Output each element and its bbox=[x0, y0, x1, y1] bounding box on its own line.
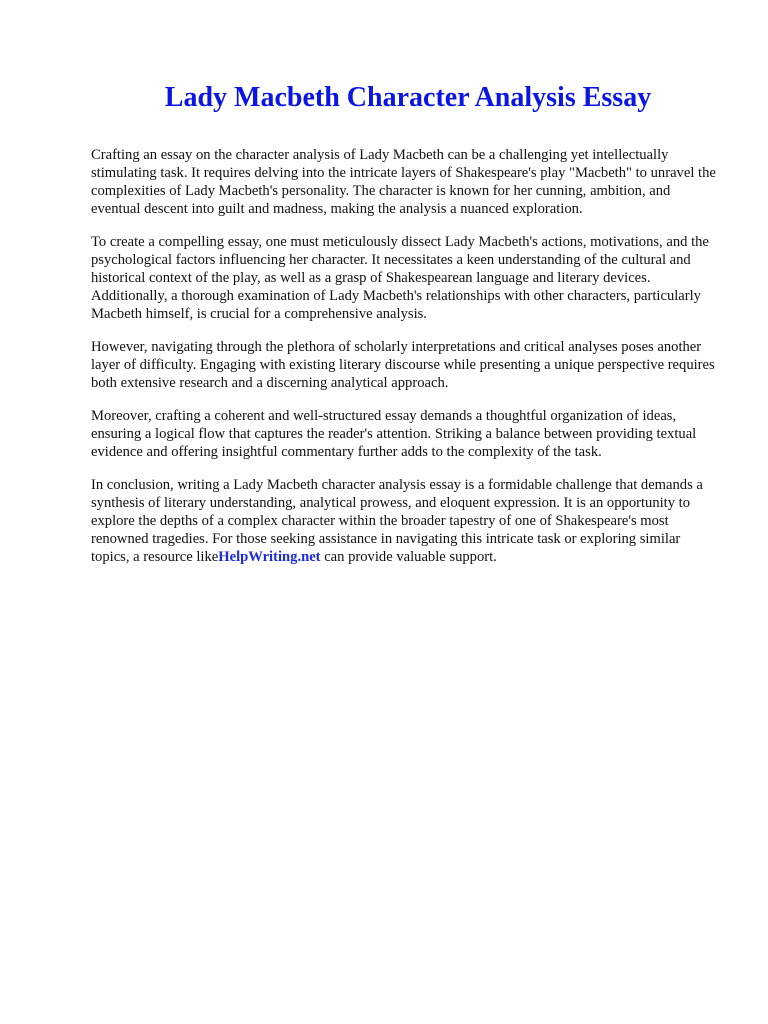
paragraph-4: Moreover, crafting a coherent and well-structured essay demands a thoughtful organization of ideas, ensuring a logical flow that captures the reader's attention. Striking a balance between providing textual evidence and offering insightful commentary further adds to the complexity of the task. bbox=[91, 408, 697, 460]
page-title: Lady Macbeth Character Analysis Essay bbox=[164, 82, 652, 113]
helpwriting-link[interactable]: HelpWriting.net bbox=[218, 549, 321, 565]
paragraph-1: Crafting an essay on the character analysis of Lady Macbeth can be a challenging yet intellectually stimulating task. It requires delving into the intricate layers of Shakespeare's play "Macbeth" to unravel the complexities of Lady Macbeth's personality. The character is known for her cunning, ambition, and eventual descent into guilt and madness, making the analysis a nuanced exploration. bbox=[91, 147, 716, 217]
paragraph-3: However, navigating through the plethora of scholarly interpretations and critical analyses poses another layer of difficulty. Engaging with existing literary discourse while presenting a unique perspective requires both extensive research and a discerning analytical approach. bbox=[91, 339, 715, 391]
essay-body bbox=[91, 146, 721, 581]
paragraph-conclusion bbox=[91, 476, 721, 566]
paragraph-2: To create a compelling essay, one must meticulously dissect Lady Macbeth's actions, motivations, and the psychological factors influencing her character. It necessitates a keen understanding of the cultural and historical context of the play, as well as a grasp of Shakespearean language and literary devices. Additionally, a thorough examination of Lady Macbeth's relationships with other characters, particularly Macbeth himself, is crucial for a comprehensive analysis. bbox=[91, 234, 709, 322]
conclusion-text: In conclusion, writing a Lady Macbeth character analysis essay is a formidable challenge that demands a synthesis of literary understanding, analytical prowess, and eloquent expression. It is an opportunity to explore the depths of a complex character within the broader tapestry of one of Shakespeare's most renowned tragedies. For those seeking assistance in navigating this intricate task or exploring similar topics, a resource like bbox=[91, 477, 703, 565]
conclusion-tail: can provide valuable support. bbox=[320, 549, 497, 565]
